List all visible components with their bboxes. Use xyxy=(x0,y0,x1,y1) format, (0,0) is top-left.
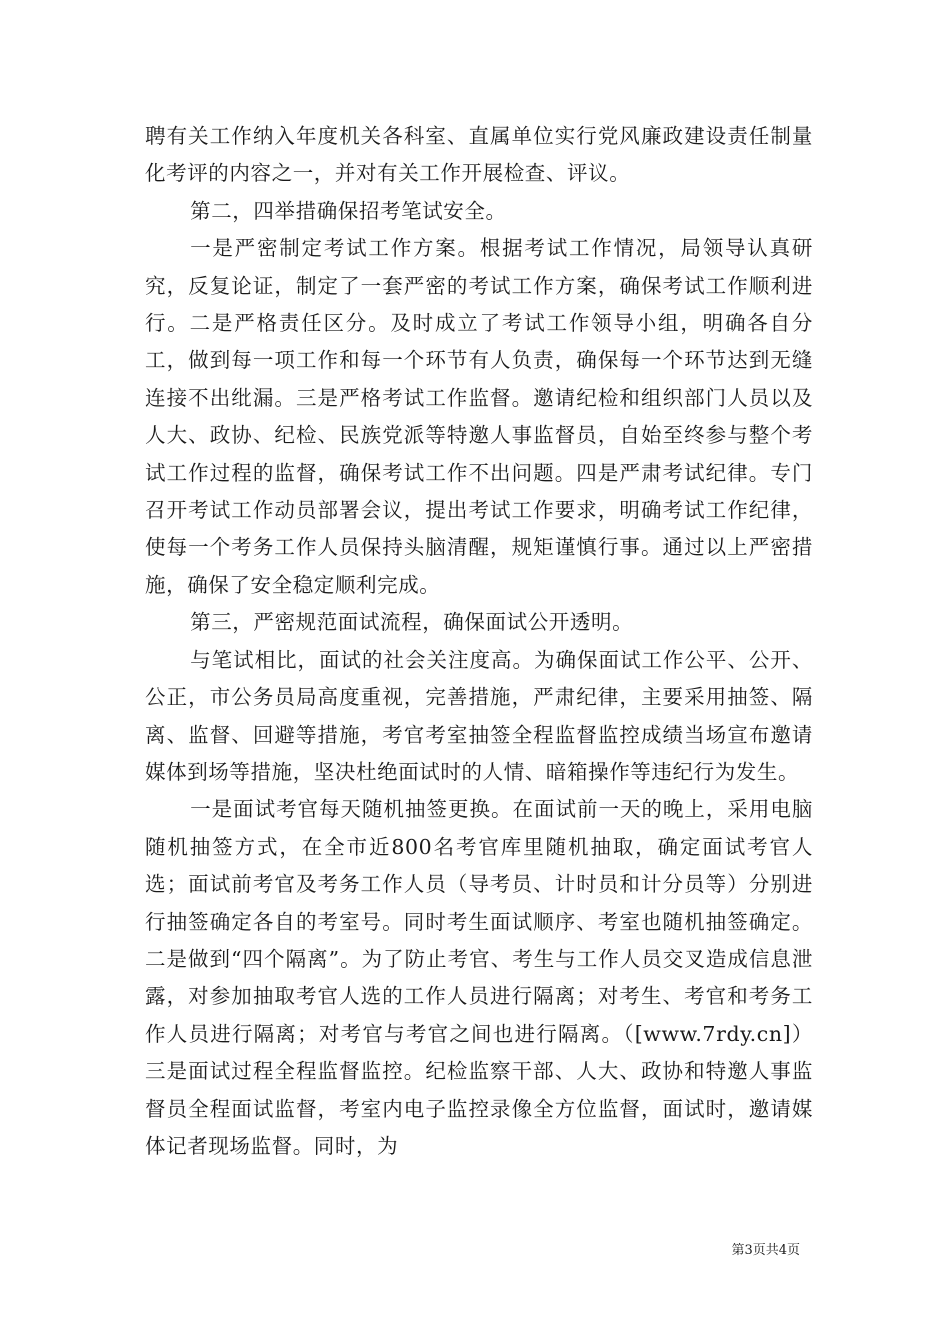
paragraph-continuation: 聘有关工作纳入年度机关各科室、直属单位实行党风廉政建设责任制量化考评的内容之一，并对有关工作开展检查、评议。 xyxy=(145,124,813,186)
paragraph-interview-details: 一是面试考官每天随机抽签更换。在面试前一天的晚上，采用电脑随机抽签方式，在全市近800名考官库里随机抽取，确定面试考官人选；面试前考官及考务工作人员（导考员、计时员和计分员等）分别进行抽签确定各自的考室号。同时考生面试顺序、考室也随机抽签确定。二是做到“四个隔离”。为了防止考官、考生与工作人员交叉造成信息泄露，对参加抽取考官人选的工作人员进行隔离；对考生、考官和考务工作人员进行隔离；对考官与考官之间也进行隔离。（[www.7rdy.cn]）三是面试过程全程监督监控。纪检监察干部、人大、政协和特邀人事监督员全程面试监督，考室内电子监控录像全方位监督，面试时，邀请媒体记者现场监督。同时，为 xyxy=(145,797,813,1158)
section-heading-second: 第二，四举措确保招考笔试安全。 xyxy=(190,198,507,223)
document-body xyxy=(145,118,813,1165)
paragraph-interview-overview: 与笔试相比，面试的社会关注度高。为确保面试工作公平、公开、公正，市公务员局高度重视，完善措施，严肃纪律，主要采用抽签、隔离、监督、回避等措施，考官考室抽签全程监督监控成绩当场宣布邀请媒体到场等措施，坚决杜绝面试时的人情、暗箱操作等违纪行为发生。 xyxy=(145,647,813,784)
paragraph-exam-measures: 一是严密制定考试工作方案。根据考试工作情况，局领导认真研究，反复论证，制定了一套严密的考试工作方案，确保考试工作顺利进行。二是严格责任区分。及时成立了考试工作领导小组，明确各自分工，做到每一项工作和每一个环节有人负责，确保每一个环节达到无缝连接不出纰漏。三是严格考试工作监督。邀请纪检和组织部门人员以及人大、政协、纪检、民族党派等特邀人事监督员，自始至终参与整个考试工作过程的监督，确保考试工作不出问题。四是严肃考试纪律。专门召开考试工作动员部署会议，提出考试工作要求，明确考试工作纪律，使每一个考务工作人员保持头脑清醒，规矩谨慎行事。通过以上严密措施，确保了安全稳定顺利完成。 xyxy=(145,236,813,597)
section-heading-third: 第三，严密规范面试流程，确保面试公开透明。 xyxy=(190,610,634,635)
page-number-footer: 第3页共4页 xyxy=(731,1243,800,1258)
